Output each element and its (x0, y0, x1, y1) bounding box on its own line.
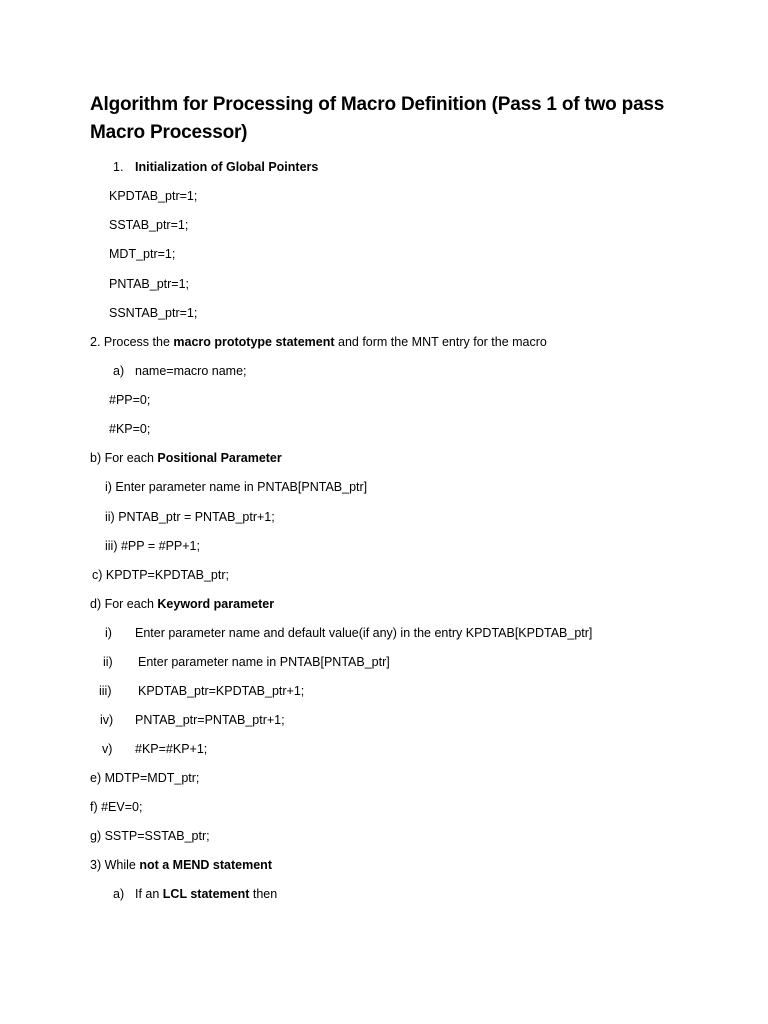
step-e-text: e) MDTP=MDT_ptr; (90, 771, 200, 785)
step-b-item-3: iii) #PP = #PP+1; (105, 539, 200, 553)
step-3a-bold: LCL statement (162, 887, 250, 901)
page-title: Algorithm for Processing of Macro Definition (Pass 1 of two pass Macro Processor) (90, 94, 665, 143)
step-3-text (90, 857, 272, 873)
init-kpdtab-ptr: KPDTAB_ptr=1; (109, 189, 198, 203)
step-3a-marker: a) (113, 887, 125, 901)
step-d-item-4-marker: iv) (100, 713, 114, 727)
step-d-item-2-text: Enter parameter name in PNTAB[PNTAB_ptr] (138, 655, 390, 669)
step-d-item-4-text: PNTAB_ptr=PNTAB_ptr+1; (135, 713, 285, 727)
step-d-item-5-text: #KP=#KP+1; (135, 742, 208, 756)
step-1-number: 1. (113, 160, 124, 174)
step-3-prefix: 3) While (90, 858, 140, 872)
step-d-bold: Keyword parameter (157, 597, 275, 611)
step-b-bold: Positional Parameter (157, 451, 282, 465)
init-sstab-ptr: SSTAB_ptr=1; (109, 218, 189, 232)
step-2-prefix: 2. Process the (90, 335, 174, 349)
step-c-text: c) KPDTP=KPDTAB_ptr; (92, 568, 229, 582)
pp-init: #PP=0; (109, 393, 151, 407)
step-b-item-2: ii) PNTAB_ptr = PNTAB_ptr+1; (105, 510, 275, 524)
init-pntab-ptr: PNTAB_ptr=1; (109, 277, 190, 291)
step-d-item-2-marker: ii) (103, 655, 113, 669)
step-f-text: f) #EV=0; (90, 800, 143, 814)
init-ssntab-ptr: SSNTAB_ptr=1; (109, 306, 198, 320)
step-d-text (90, 596, 274, 612)
step-3a-suffix: then (249, 887, 278, 901)
step-d-prefix: d) For each (90, 597, 158, 611)
step-2a-marker: a) (113, 364, 125, 378)
step-1-label: Initialization of Global Pointers (135, 160, 319, 174)
step-3a-prefix: If an (135, 887, 163, 901)
kp-init: #KP=0; (109, 422, 151, 436)
step-2a-text: name=macro name; (135, 364, 247, 378)
step-d-item-1-marker: i) (105, 626, 112, 640)
step-2-suffix: and form the MNT entry for the macro (334, 335, 547, 349)
step-b-item-1: i) Enter parameter name in PNTAB[PNTAB_ptr] (105, 480, 368, 494)
step-d-item-1-text: Enter parameter name and default value(if any) in the entry KPDTAB[KPDTAB_ptr] (135, 626, 593, 640)
step-3a-text (135, 886, 277, 902)
step-2-text (90, 334, 547, 350)
step-3-bold: not a MEND statement (139, 858, 272, 872)
step-g-text: g) SSTP=SSTAB_ptr; (90, 829, 210, 843)
step-d-item-5-marker: v) (102, 742, 113, 756)
step-2-bold: macro prototype statement (173, 335, 335, 349)
step-b-text (90, 450, 282, 466)
step-b-prefix: b) For each (90, 451, 158, 465)
step-d-item-3-text: KPDTAB_ptr=KPDTAB_ptr+1; (138, 684, 305, 698)
step-d-item-3-marker: iii) (99, 684, 112, 698)
init-mdt-ptr: MDT_ptr=1; (109, 247, 176, 261)
